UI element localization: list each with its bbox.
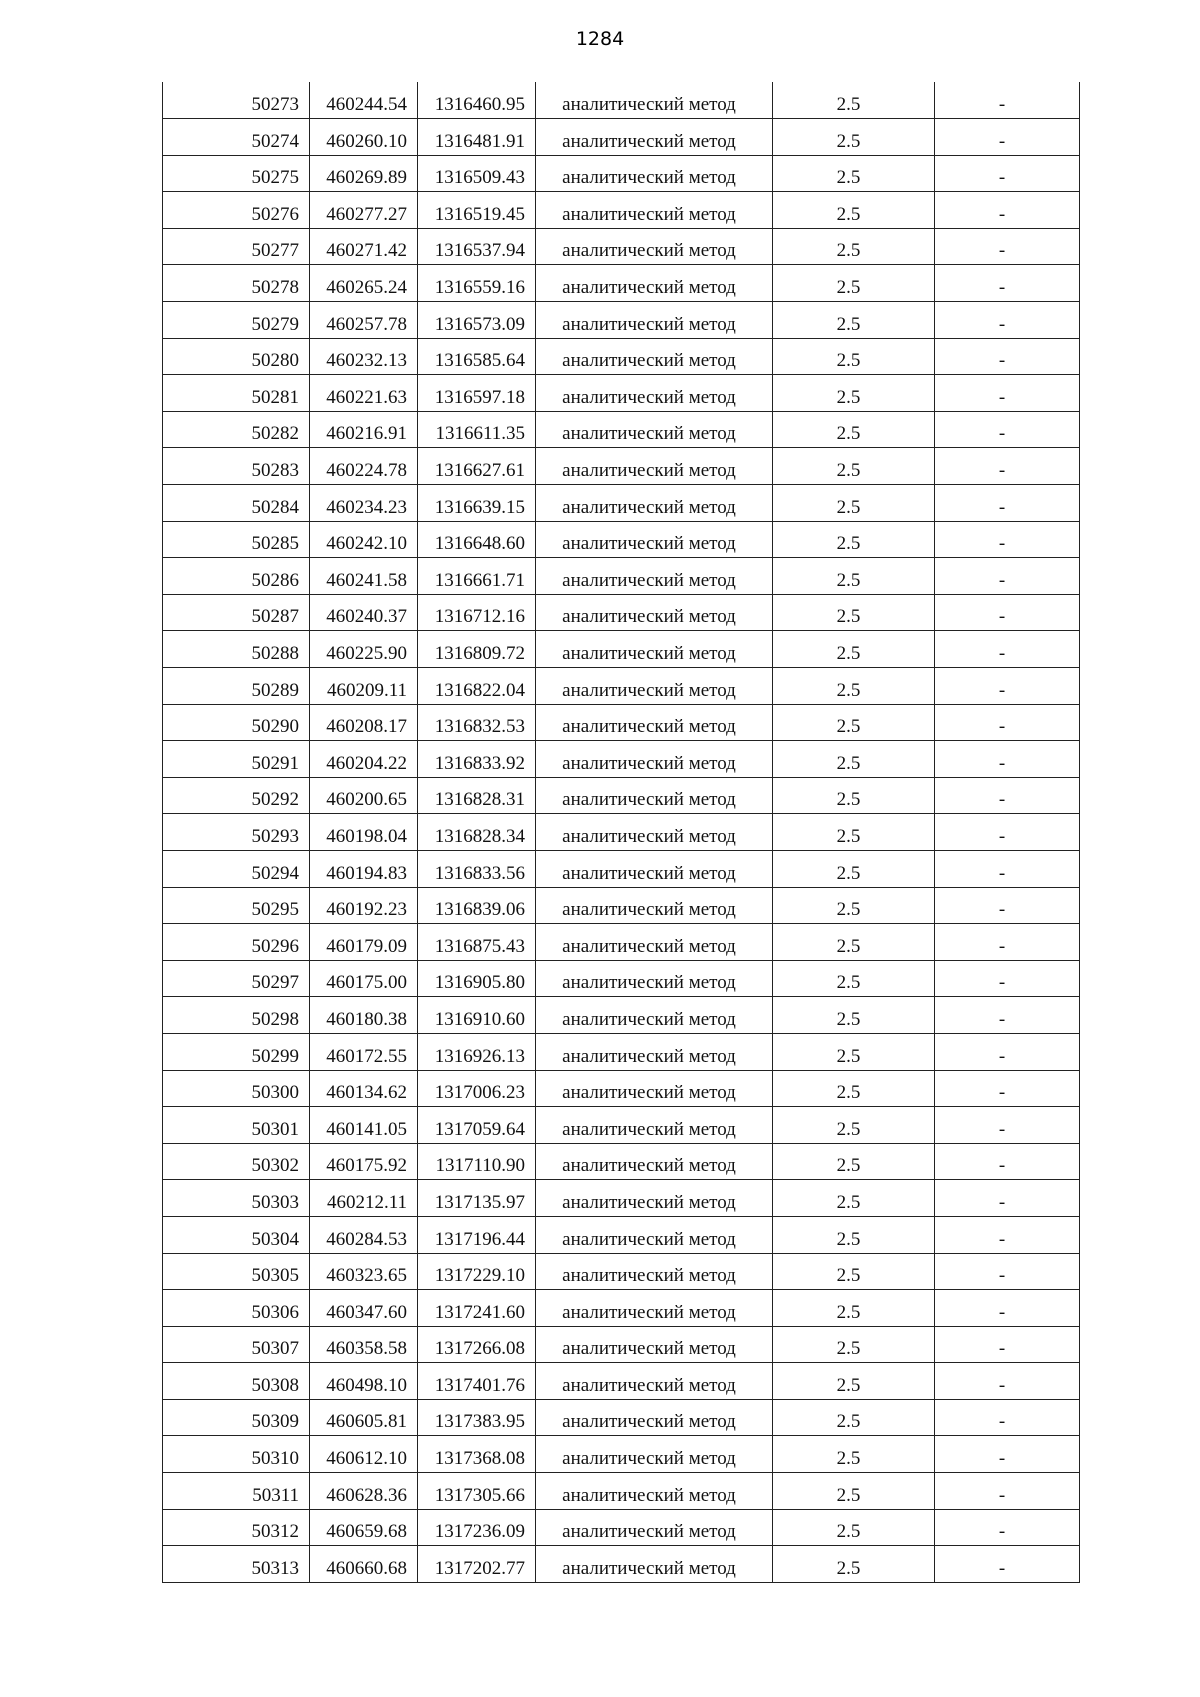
x-coordinate-cell: 460323.65 — [310, 1253, 418, 1290]
y-coordinate-cell: 1317059.64 — [418, 1107, 536, 1144]
x-coordinate-cell: 460271.42 — [310, 228, 418, 265]
point-number-cell: 50300 — [163, 1070, 310, 1107]
y-coordinate-cell: 1316875.43 — [418, 924, 536, 961]
note-cell: - — [935, 155, 1080, 192]
point-number-cell: 50307 — [163, 1326, 310, 1363]
point-number-cell: 50306 — [163, 1290, 310, 1327]
x-coordinate-cell: 460498.10 — [310, 1363, 418, 1400]
point-number-cell: 50296 — [163, 924, 310, 961]
table-row — [163, 1180, 1080, 1217]
table-row — [163, 558, 1080, 595]
note-cell: - — [935, 924, 1080, 961]
point-number-cell: 50287 — [163, 594, 310, 631]
point-number-cell: 50294 — [163, 850, 310, 887]
x-coordinate-cell: 460209.11 — [310, 668, 418, 705]
note-cell: - — [935, 265, 1080, 302]
y-coordinate-cell: 1317236.09 — [418, 1509, 536, 1546]
table-row — [163, 1290, 1080, 1327]
note-cell: - — [935, 192, 1080, 229]
table-row — [163, 1070, 1080, 1107]
point-number-cell: 50279 — [163, 302, 310, 339]
accuracy-cell: 2.5 — [773, 1180, 935, 1217]
x-coordinate-cell: 460242.10 — [310, 521, 418, 558]
method-cell: аналитический метод — [536, 1107, 773, 1144]
table-row — [163, 668, 1080, 705]
y-coordinate-cell: 1316828.34 — [418, 814, 536, 851]
method-cell: аналитический метод — [536, 1509, 773, 1546]
point-number-cell: 50276 — [163, 192, 310, 229]
table-row — [163, 375, 1080, 412]
accuracy-cell: 2.5 — [773, 741, 935, 778]
x-coordinate-cell: 460200.65 — [310, 777, 418, 814]
y-coordinate-cell: 1317006.23 — [418, 1070, 536, 1107]
note-cell: - — [935, 704, 1080, 741]
x-coordinate-cell: 460192.23 — [310, 887, 418, 924]
accuracy-cell: 2.5 — [773, 155, 935, 192]
note-cell: - — [935, 1033, 1080, 1070]
y-coordinate-cell: 1316822.04 — [418, 668, 536, 705]
table-row — [163, 1216, 1080, 1253]
x-coordinate-cell: 460257.78 — [310, 302, 418, 339]
table-row — [163, 960, 1080, 997]
y-coordinate-cell: 1316905.80 — [418, 960, 536, 997]
point-number-cell: 50285 — [163, 521, 310, 558]
method-cell: аналитический метод — [536, 375, 773, 412]
point-number-cell: 50286 — [163, 558, 310, 595]
table-row — [163, 302, 1080, 339]
note-cell: - — [935, 558, 1080, 595]
y-coordinate-cell: 1316559.16 — [418, 265, 536, 302]
point-number-cell: 50288 — [163, 631, 310, 668]
note-cell: - — [935, 448, 1080, 485]
point-number-cell: 50303 — [163, 1180, 310, 1217]
x-coordinate-cell: 460269.89 — [310, 155, 418, 192]
note-cell: - — [935, 777, 1080, 814]
point-number-cell: 50291 — [163, 741, 310, 778]
table-row — [163, 485, 1080, 522]
x-coordinate-cell: 460612.10 — [310, 1436, 418, 1473]
method-cell: аналитический метод — [536, 704, 773, 741]
x-coordinate-cell: 460204.22 — [310, 741, 418, 778]
table-row — [163, 1033, 1080, 1070]
method-cell: аналитический метод — [536, 1033, 773, 1070]
y-coordinate-cell: 1316639.15 — [418, 485, 536, 522]
method-cell: аналитический метод — [536, 521, 773, 558]
point-number-cell: 50299 — [163, 1033, 310, 1070]
table-row — [163, 521, 1080, 558]
method-cell: аналитический метод — [536, 1253, 773, 1290]
y-coordinate-cell: 1316519.45 — [418, 192, 536, 229]
note-cell: - — [935, 1399, 1080, 1436]
method-cell: аналитический метод — [536, 1436, 773, 1473]
note-cell: - — [935, 1253, 1080, 1290]
y-coordinate-cell: 1317135.97 — [418, 1180, 536, 1217]
table-row — [163, 1473, 1080, 1510]
x-coordinate-cell: 460628.36 — [310, 1473, 418, 1510]
y-coordinate-cell: 1316481.91 — [418, 119, 536, 156]
point-number-cell: 50275 — [163, 155, 310, 192]
method-cell: аналитический метод — [536, 1363, 773, 1400]
point-number-cell: 50284 — [163, 485, 310, 522]
table-row — [163, 850, 1080, 887]
point-number-cell: 50280 — [163, 338, 310, 375]
table-row — [163, 155, 1080, 192]
point-number-cell: 50312 — [163, 1509, 310, 1546]
note-cell: - — [935, 1180, 1080, 1217]
y-coordinate-cell: 1316832.53 — [418, 704, 536, 741]
note-cell: - — [935, 850, 1080, 887]
method-cell: аналитический метод — [536, 1143, 773, 1180]
accuracy-cell: 2.5 — [773, 1070, 935, 1107]
note-cell: - — [935, 960, 1080, 997]
method-cell: аналитический метод — [536, 668, 773, 705]
note-cell: - — [935, 82, 1080, 119]
y-coordinate-cell: 1316809.72 — [418, 631, 536, 668]
point-number-cell: 50292 — [163, 777, 310, 814]
method-cell: аналитический метод — [536, 1473, 773, 1510]
accuracy-cell: 2.5 — [773, 997, 935, 1034]
table-row — [163, 1546, 1080, 1583]
accuracy-cell: 2.5 — [773, 448, 935, 485]
point-number-cell: 50290 — [163, 704, 310, 741]
accuracy-cell: 2.5 — [773, 1326, 935, 1363]
point-number-cell: 50301 — [163, 1107, 310, 1144]
point-number-cell: 50273 — [163, 82, 310, 119]
point-number-cell: 50302 — [163, 1143, 310, 1180]
accuracy-cell: 2.5 — [773, 777, 935, 814]
y-coordinate-cell: 1317266.08 — [418, 1326, 536, 1363]
accuracy-cell: 2.5 — [773, 375, 935, 412]
table-row — [163, 887, 1080, 924]
x-coordinate-cell: 460244.54 — [310, 82, 418, 119]
x-coordinate-cell: 460198.04 — [310, 814, 418, 851]
y-coordinate-cell: 1316573.09 — [418, 302, 536, 339]
method-cell: аналитический метод — [536, 1216, 773, 1253]
accuracy-cell: 2.5 — [773, 1290, 935, 1327]
method-cell: аналитический метод — [536, 411, 773, 448]
note-cell: - — [935, 887, 1080, 924]
table-row — [163, 1509, 1080, 1546]
table-row — [163, 1399, 1080, 1436]
table-row — [163, 924, 1080, 961]
note-cell: - — [935, 228, 1080, 265]
x-coordinate-cell: 460260.10 — [310, 119, 418, 156]
method-cell: аналитический метод — [536, 1180, 773, 1217]
note-cell: - — [935, 302, 1080, 339]
method-cell: аналитический метод — [536, 119, 773, 156]
note-cell: - — [935, 997, 1080, 1034]
method-cell: аналитический метод — [536, 192, 773, 229]
method-cell: аналитический метод — [536, 631, 773, 668]
y-coordinate-cell: 1316661.71 — [418, 558, 536, 595]
note-cell: - — [935, 485, 1080, 522]
table-row — [163, 1436, 1080, 1473]
point-number-cell: 50309 — [163, 1399, 310, 1436]
y-coordinate-cell: 1316828.31 — [418, 777, 536, 814]
accuracy-cell: 2.5 — [773, 668, 935, 705]
table-row — [163, 1143, 1080, 1180]
method-cell: аналитический метод — [536, 485, 773, 522]
table-row — [163, 192, 1080, 229]
note-cell: - — [935, 814, 1080, 851]
note-cell: - — [935, 1216, 1080, 1253]
method-cell: аналитический метод — [536, 558, 773, 595]
point-number-cell: 50310 — [163, 1436, 310, 1473]
x-coordinate-cell: 460134.62 — [310, 1070, 418, 1107]
page-number: 1284 — [575, 28, 625, 50]
y-coordinate-cell: 1317229.10 — [418, 1253, 536, 1290]
method-cell: аналитический метод — [536, 155, 773, 192]
accuracy-cell: 2.5 — [773, 631, 935, 668]
accuracy-cell: 2.5 — [773, 1253, 935, 1290]
x-coordinate-cell: 460284.53 — [310, 1216, 418, 1253]
y-coordinate-cell: 1317202.77 — [418, 1546, 536, 1583]
x-coordinate-cell: 460175.92 — [310, 1143, 418, 1180]
method-cell: аналитический метод — [536, 265, 773, 302]
point-number-cell: 50282 — [163, 411, 310, 448]
accuracy-cell: 2.5 — [773, 521, 935, 558]
note-cell: - — [935, 521, 1080, 558]
method-cell: аналитический метод — [536, 887, 773, 924]
method-cell: аналитический метод — [536, 228, 773, 265]
point-number-cell: 50281 — [163, 375, 310, 412]
table-row — [163, 777, 1080, 814]
x-coordinate-cell: 460358.58 — [310, 1326, 418, 1363]
note-cell: - — [935, 1290, 1080, 1327]
x-coordinate-cell: 460241.58 — [310, 558, 418, 595]
accuracy-cell: 2.5 — [773, 1033, 935, 1070]
note-cell: - — [935, 741, 1080, 778]
x-coordinate-cell: 460179.09 — [310, 924, 418, 961]
accuracy-cell: 2.5 — [773, 192, 935, 229]
note-cell: - — [935, 668, 1080, 705]
accuracy-cell: 2.5 — [773, 1399, 935, 1436]
note-cell: - — [935, 1363, 1080, 1400]
table-row — [163, 265, 1080, 302]
note-cell: - — [935, 1326, 1080, 1363]
method-cell: аналитический метод — [536, 997, 773, 1034]
x-coordinate-cell: 460265.24 — [310, 265, 418, 302]
point-number-cell: 50313 — [163, 1546, 310, 1583]
method-cell: аналитический метод — [536, 1290, 773, 1327]
x-coordinate-cell: 460175.00 — [310, 960, 418, 997]
accuracy-cell: 2.5 — [773, 924, 935, 961]
accuracy-cell: 2.5 — [773, 887, 935, 924]
accuracy-cell: 2.5 — [773, 960, 935, 997]
accuracy-cell: 2.5 — [773, 1473, 935, 1510]
y-coordinate-cell: 1316611.35 — [418, 411, 536, 448]
table-row — [163, 1253, 1080, 1290]
point-number-cell: 50308 — [163, 1363, 310, 1400]
accuracy-cell: 2.5 — [773, 302, 935, 339]
y-coordinate-cell: 1317401.76 — [418, 1363, 536, 1400]
x-coordinate-cell: 460224.78 — [310, 448, 418, 485]
table-row — [163, 1107, 1080, 1144]
note-cell: - — [935, 1070, 1080, 1107]
note-cell: - — [935, 1509, 1080, 1546]
x-coordinate-cell: 460240.37 — [310, 594, 418, 631]
x-coordinate-cell: 460172.55 — [310, 1033, 418, 1070]
method-cell: аналитический метод — [536, 777, 773, 814]
table-row — [163, 448, 1080, 485]
point-number-cell: 50295 — [163, 887, 310, 924]
y-coordinate-cell: 1316839.06 — [418, 887, 536, 924]
y-coordinate-cell: 1316648.60 — [418, 521, 536, 558]
x-coordinate-cell: 460212.11 — [310, 1180, 418, 1217]
y-coordinate-cell: 1317368.08 — [418, 1436, 536, 1473]
y-coordinate-cell: 1316910.60 — [418, 997, 536, 1034]
x-coordinate-cell: 460347.60 — [310, 1290, 418, 1327]
table-row — [163, 704, 1080, 741]
point-number-cell: 50311 — [163, 1473, 310, 1510]
accuracy-cell: 2.5 — [773, 119, 935, 156]
x-coordinate-cell: 460605.81 — [310, 1399, 418, 1436]
y-coordinate-cell: 1316712.16 — [418, 594, 536, 631]
accuracy-cell: 2.5 — [773, 82, 935, 119]
point-number-cell: 50305 — [163, 1253, 310, 1290]
y-coordinate-cell: 1316537.94 — [418, 228, 536, 265]
y-coordinate-cell: 1316585.64 — [418, 338, 536, 375]
point-number-cell: 50283 — [163, 448, 310, 485]
x-coordinate-cell: 460208.17 — [310, 704, 418, 741]
note-cell: - — [935, 1473, 1080, 1510]
method-cell: аналитический метод — [536, 448, 773, 485]
table-row — [163, 814, 1080, 851]
accuracy-cell: 2.5 — [773, 850, 935, 887]
method-cell: аналитический метод — [536, 1399, 773, 1436]
x-coordinate-cell: 460216.91 — [310, 411, 418, 448]
y-coordinate-cell: 1316833.92 — [418, 741, 536, 778]
accuracy-cell: 2.5 — [773, 1216, 935, 1253]
method-cell: аналитический метод — [536, 741, 773, 778]
x-coordinate-cell: 460141.05 — [310, 1107, 418, 1144]
y-coordinate-cell: 1317241.60 — [418, 1290, 536, 1327]
accuracy-cell: 2.5 — [773, 1363, 935, 1400]
coordinates-table-body — [163, 82, 1080, 1582]
note-cell: - — [935, 338, 1080, 375]
y-coordinate-cell: 1316833.56 — [418, 850, 536, 887]
y-coordinate-cell: 1317383.95 — [418, 1399, 536, 1436]
point-number-cell: 50293 — [163, 814, 310, 851]
method-cell: аналитический метод — [536, 960, 773, 997]
table-row — [163, 338, 1080, 375]
note-cell: - — [935, 375, 1080, 412]
accuracy-cell: 2.5 — [773, 1509, 935, 1546]
method-cell: аналитический метод — [536, 924, 773, 961]
point-number-cell: 50304 — [163, 1216, 310, 1253]
note-cell: - — [935, 119, 1080, 156]
method-cell: аналитический метод — [536, 302, 773, 339]
coordinates-table — [162, 82, 1080, 1583]
accuracy-cell: 2.5 — [773, 1546, 935, 1583]
x-coordinate-cell: 460234.23 — [310, 485, 418, 522]
note-cell: - — [935, 631, 1080, 668]
accuracy-cell: 2.5 — [773, 594, 935, 631]
table-row — [163, 228, 1080, 265]
method-cell: аналитический метод — [536, 814, 773, 851]
table-row — [163, 631, 1080, 668]
note-cell: - — [935, 1107, 1080, 1144]
x-coordinate-cell: 460277.27 — [310, 192, 418, 229]
table-row — [163, 411, 1080, 448]
note-cell: - — [935, 594, 1080, 631]
method-cell: аналитический метод — [536, 82, 773, 119]
note-cell: - — [935, 1143, 1080, 1180]
note-cell: - — [935, 1546, 1080, 1583]
accuracy-cell: 2.5 — [773, 338, 935, 375]
point-number-cell: 50278 — [163, 265, 310, 302]
method-cell: аналитический метод — [536, 1326, 773, 1363]
point-number-cell: 50289 — [163, 668, 310, 705]
accuracy-cell: 2.5 — [773, 558, 935, 595]
y-coordinate-cell: 1316460.95 — [418, 82, 536, 119]
x-coordinate-cell: 460660.68 — [310, 1546, 418, 1583]
method-cell: аналитический метод — [536, 1070, 773, 1107]
y-coordinate-cell: 1317196.44 — [418, 1216, 536, 1253]
accuracy-cell: 2.5 — [773, 814, 935, 851]
accuracy-cell: 2.5 — [773, 411, 935, 448]
method-cell: аналитический метод — [536, 594, 773, 631]
table-row — [163, 82, 1080, 119]
y-coordinate-cell: 1316597.18 — [418, 375, 536, 412]
accuracy-cell: 2.5 — [773, 485, 935, 522]
y-coordinate-cell: 1316627.61 — [418, 448, 536, 485]
table-row — [163, 119, 1080, 156]
table-row — [163, 1363, 1080, 1400]
y-coordinate-cell: 1316926.13 — [418, 1033, 536, 1070]
accuracy-cell: 2.5 — [773, 1107, 935, 1144]
accuracy-cell: 2.5 — [773, 265, 935, 302]
method-cell: аналитический метод — [536, 850, 773, 887]
table-row — [163, 997, 1080, 1034]
point-number-cell: 50297 — [163, 960, 310, 997]
y-coordinate-cell: 1317305.66 — [418, 1473, 536, 1510]
note-cell: - — [935, 411, 1080, 448]
x-coordinate-cell: 460659.68 — [310, 1509, 418, 1546]
point-number-cell: 50277 — [163, 228, 310, 265]
x-coordinate-cell: 460194.83 — [310, 850, 418, 887]
x-coordinate-cell: 460180.38 — [310, 997, 418, 1034]
table-row — [163, 594, 1080, 631]
accuracy-cell: 2.5 — [773, 1436, 935, 1473]
point-number-cell: 50298 — [163, 997, 310, 1034]
accuracy-cell: 2.5 — [773, 1143, 935, 1180]
accuracy-cell: 2.5 — [773, 704, 935, 741]
x-coordinate-cell: 460232.13 — [310, 338, 418, 375]
y-coordinate-cell: 1317110.90 — [418, 1143, 536, 1180]
accuracy-cell: 2.5 — [773, 228, 935, 265]
table-row — [163, 1326, 1080, 1363]
method-cell: аналитический метод — [536, 1546, 773, 1583]
point-number-cell: 50274 — [163, 119, 310, 156]
x-coordinate-cell: 460221.63 — [310, 375, 418, 412]
x-coordinate-cell: 460225.90 — [310, 631, 418, 668]
y-coordinate-cell: 1316509.43 — [418, 155, 536, 192]
note-cell: - — [935, 1436, 1080, 1473]
method-cell: аналитический метод — [536, 338, 773, 375]
table-row — [163, 741, 1080, 778]
